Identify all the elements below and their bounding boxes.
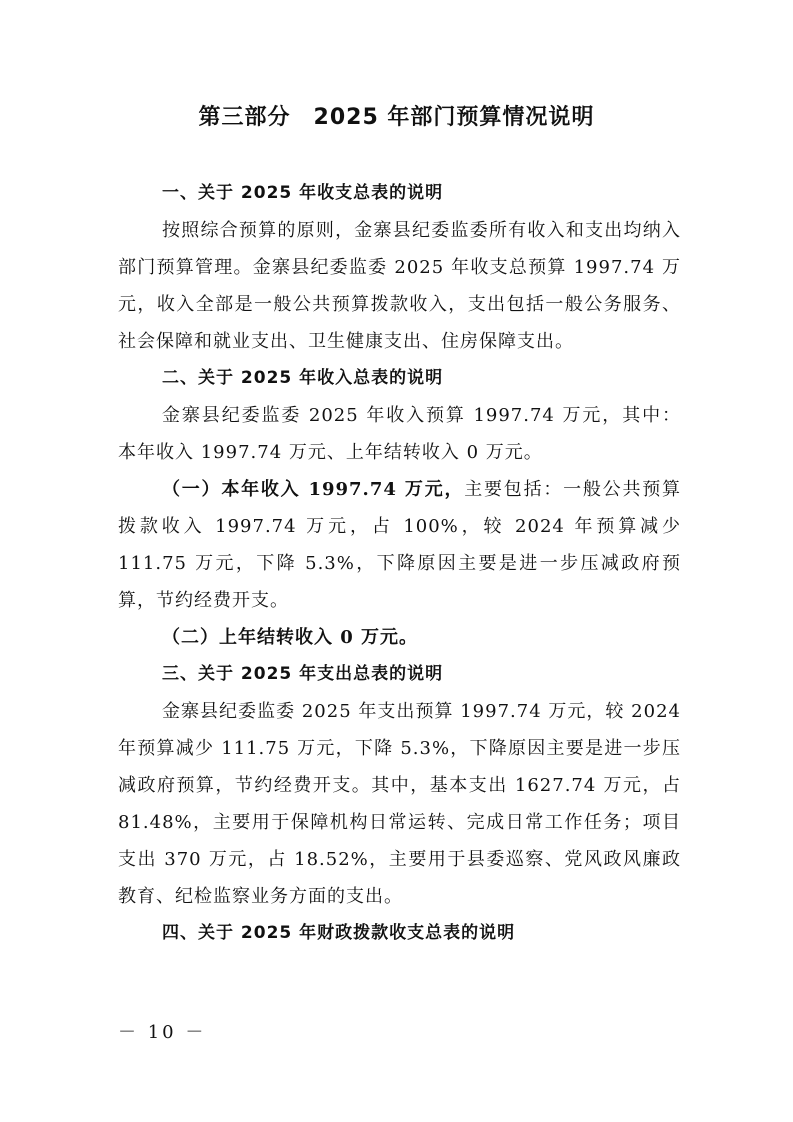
section-heading-2: 二、关于 2025 年收入总表的说明 (162, 368, 444, 388)
section-2-item-1 (118, 471, 681, 619)
page-title: 第三部分 2025 年部门预算情况说明 (198, 105, 595, 130)
section-paragraph-2: 金寨县纪委监委 2025 年收入预算 1997.74 万元，其中：本年收入 1997.74 万元、上年结转收入 0 万元。 (118, 405, 681, 463)
section-heading-3: 三、关于 2025 年支出总表的说明 (162, 664, 444, 684)
item-1-heading: （一）本年收入 1997.74 万元， (162, 479, 465, 500)
document-body (118, 175, 681, 952)
section-heading-1: 一、关于 2025 年收支总表的说明 (162, 183, 444, 203)
page-number: － 10 － (118, 1022, 207, 1043)
section-paragraph-3: 金寨县纪委监委 2025 年支出预算 1997.74 万元，较 2024 年预算减少 111.75 万元，下降 5.3%，下降原因主要是进一步压减政府预算，节约经费开支。其中，基本支出 1627.74 万元，占 81.48%，主要用于保障机构日常运转、完成日常工作任务；项目支出 370 万元，占 18.52%，主要用于县委巡察、党风政风廉政教育、纪检监察业务方面的支出。 (118, 701, 681, 907)
section-2-item-2: （二）上年结转收入 0 万元。 (162, 627, 419, 648)
section-heading-4: 四、关于 2025 年财政拨款收支总表的说明 (162, 923, 516, 943)
item-1-text: 主要包括：一般公共预算拨款收入 1997.74 万元，占 100%，较 2024 年预算减少 111.75 万元，下降 5.3%，下降原因主要是进一步压减政府预算，节约经费开支。 (118, 479, 681, 611)
section-paragraph-1: 按照综合预算的原则，金寨县纪委监委所有收入和支出均纳入部门预算管理。金寨县纪委监委 2025 年收支总预算 1997.74 万元，收入全部是一般公共预算拨款收入，支出包括一般公务服务、社会保障和就业支出、卫生健康支出、住房保障支出。 (118, 220, 681, 352)
